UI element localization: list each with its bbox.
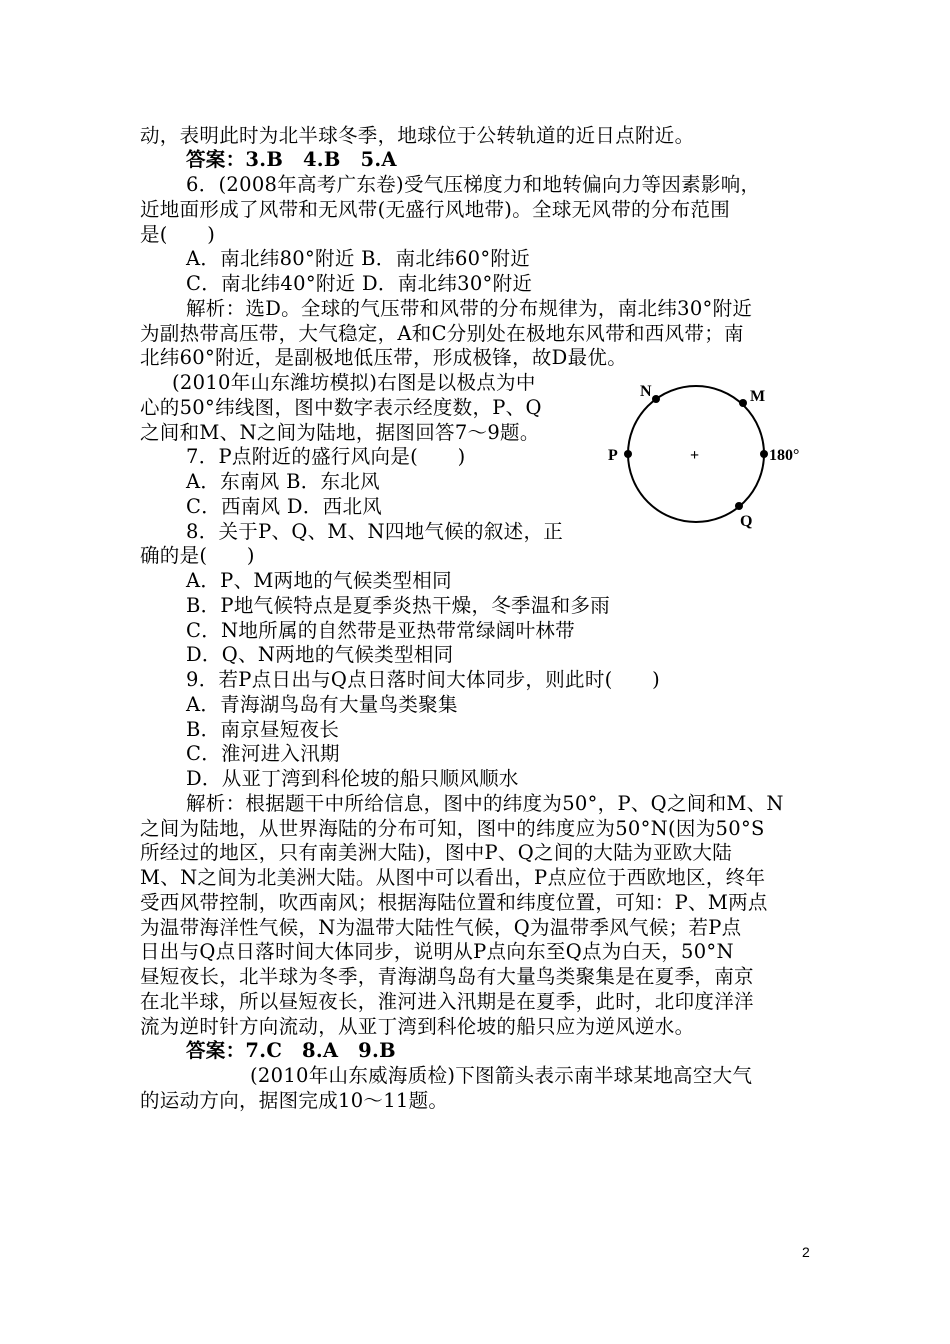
text-line: 为温带海洋性气候，N为温带大陆性气候，Q为温带季风气候；若P点 <box>140 916 742 939</box>
text-line: 是( ) <box>140 223 216 246</box>
question-9: 9．若P点日出与Q点日落时间大体同步，则此时( ) <box>186 668 661 691</box>
text-line: 受西风带控制，吹西南风；根据海陆位置和纬度位置，可知：P、M两点 <box>140 891 768 914</box>
point-180 <box>760 450 768 458</box>
text-line: 日出与Q点日落时间大体同步，说明从P点向东至Q点为白天，50°N <box>140 940 734 963</box>
answer-line: 答案：7.C 8.A 9.B <box>186 1039 396 1062</box>
label-180-degrees: 180° <box>769 447 800 464</box>
point-q <box>735 502 743 510</box>
page-number: 2 <box>802 1244 810 1260</box>
text-line: 所经过的地区，只有南美洲大陆)，图中P、Q之间的大陆为亚欧大陆 <box>140 841 733 864</box>
label-q: Q <box>740 513 753 530</box>
point-n <box>652 395 660 403</box>
text-line: 动，表明此时为北半球冬季，地球位于公转轨道的近日点附近。 <box>140 124 695 147</box>
text-line: 流为逆时针方向流动，从亚丁湾到科伦坡的船只应为逆风逆水。 <box>140 1015 695 1038</box>
text-line: 近地面形成了风带和无风带(无盛行风地带)。全球无风带的分布范围 <box>140 198 731 221</box>
text-line: 为副热带高压带，大气稳定，A和C分别处在极地东风带和西风带；南 <box>140 322 744 345</box>
option-line: C．西南风 D．西北风 <box>186 495 383 518</box>
option-line: B．P地气候特点是夏季炎热干燥，冬季温和多雨 <box>186 594 611 617</box>
label-m: M <box>750 388 766 405</box>
question-7: 7．P点附近的盛行风向是( ) <box>186 445 466 468</box>
answer-line: 答案：3.B 4.B 5.A <box>186 148 397 171</box>
option-line: C．南北纬40°附近 D．南北纬30°附近 <box>186 272 533 295</box>
text-line: 之间为陆地，从世界海陆的分布可知，图中的纬度应为50°N(因为50°S <box>140 817 765 840</box>
option-line: A．东南风 B．东北风 <box>186 470 380 493</box>
option-line: B．南京昼短夜长 <box>186 718 340 741</box>
option-line: C．N地所属的自然带是亚热带常绿阔叶林带 <box>186 619 575 642</box>
option-line: C．淮河进入汛期 <box>186 742 340 765</box>
source-line: (2010年山东潍坊模拟)右图是以极点为中 <box>172 371 536 394</box>
label-p: P <box>608 447 618 464</box>
pole-center-mark: + <box>690 447 700 464</box>
text-line: 之间和M、N之间为陆地，据图回答7～9题。 <box>140 421 540 444</box>
text-line: 昼短夜长，北半球为冬季，青海湖鸟岛有大量鸟类聚集是在夏季，南京 <box>140 965 754 988</box>
label-n: N <box>640 383 652 400</box>
question-6: 6．(2008年高考广东卷)受气压梯度力和地转偏向力等因素影响， <box>186 173 761 196</box>
text-line: 的运动方向，据图完成10～11题。 <box>140 1089 449 1112</box>
latitude-circle-diagram <box>598 378 813 538</box>
option-line: A．南北纬80°附近 B．南北纬60°附近 <box>186 247 531 270</box>
text-line: 心的50°纬线图，图中数字表示经度数，P、Q <box>140 396 542 419</box>
analysis-line: 解析：根据题干中所给信息，图中的纬度为50°，P、Q之间和M、N <box>186 792 784 815</box>
option-line: A．P、M两地的气候类型相同 <box>186 569 452 592</box>
option-line: D．从亚丁湾到科伦坡的船只顺风顺水 <box>186 767 519 790</box>
option-line: D．Q、N两地的气候类型相同 <box>186 643 454 666</box>
option-line: A．青海湖鸟岛有大量鸟类聚集 <box>186 693 458 716</box>
text-line: 在北半球，所以昼短夜长，淮河进入汛期是在夏季，此时，北印度洋洋 <box>140 990 754 1013</box>
point-p <box>624 450 632 458</box>
text-line: 北纬60°附近，是副极地低压带，形成极锋，故D最优。 <box>140 346 627 369</box>
point-m <box>739 399 747 407</box>
analysis-line: 解析：选D。全球的气压带和风带的分布规律为，南北纬30°附近 <box>186 297 753 320</box>
source-line: (2010年山东威海质检)下图箭头表示南半球某地高空大气 <box>250 1064 753 1087</box>
text-line: M、N之间为北美洲大陆。从图中可以看出，P点应位于西欧地区，终年 <box>140 866 766 889</box>
question-8: 8．关于P、Q、M、N四地气候的叙述，正 <box>186 520 564 543</box>
text-line: 确的是( ) <box>140 544 255 567</box>
